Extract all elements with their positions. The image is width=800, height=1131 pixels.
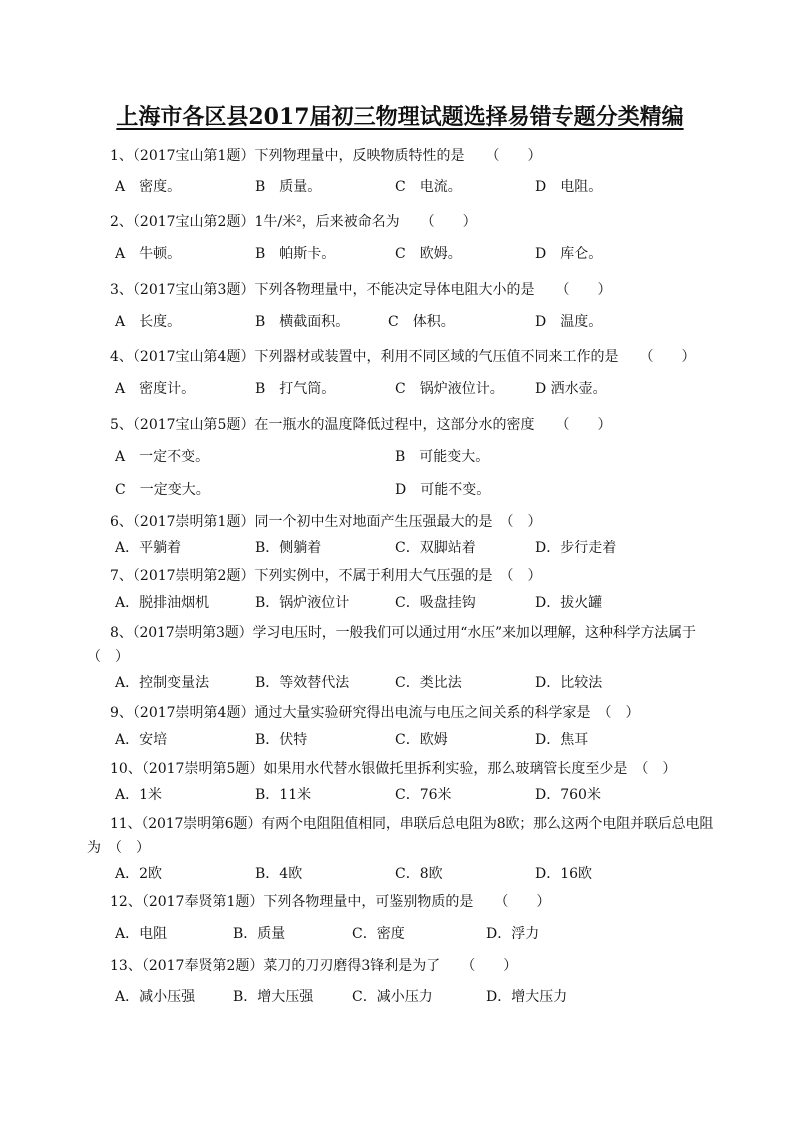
- question-12-stem: 12、（2017奉贤第1题）下列各物理量中，可鉴别物质的是 （ ）: [110, 894, 551, 910]
- q10-option-b: B．11米: [255, 787, 312, 803]
- q3-option-c: C 体积。: [388, 314, 455, 330]
- question-8-stem: 8、（2017崇明第3题）学习电压时，一般我们可以通过用“水压”来加以理解，这种科学方法属于: [110, 625, 696, 641]
- q6-option-b: B．侧躺着: [255, 540, 322, 556]
- q11-option-b: B．4欧: [255, 866, 303, 882]
- q4-option-d: D 洒水壶。: [535, 381, 607, 397]
- q2-option-d: D 库仑。: [535, 246, 603, 262]
- q4-option-a: A 密度计。: [115, 381, 196, 397]
- q12-option-c: C．密度: [352, 926, 405, 942]
- q3-option-b: B 横截面积。: [255, 314, 350, 330]
- question-9-stem: 9、（2017崇明第4题）通过大量实验研究得出电流与电压之间关系的科学家是 （ ）: [110, 705, 640, 721]
- q13-option-b: B．增大压强: [233, 989, 314, 1005]
- question-10-stem: 10、（2017崇明第5题）如果用水代替水银做托里拆利实验，那么玻璃管长度至少是 （ ）: [110, 761, 677, 777]
- q6-option-c: C．双脚站着: [395, 540, 476, 556]
- q9-option-c: C．欧姆: [395, 732, 448, 748]
- q7-option-b: B．锅炉液位计: [255, 595, 350, 611]
- q10-option-d: D．760米: [535, 787, 601, 803]
- q8-option-d: D．比较法: [535, 675, 603, 691]
- q9-option-a: A．安培: [115, 732, 168, 748]
- q9-option-d: D．焦耳: [535, 732, 589, 748]
- q8-option-b: B．等效替代法: [255, 675, 350, 691]
- q5-option-c: C 一定变大。: [115, 482, 210, 498]
- question-11-stem-wrap: 为 （ ）: [87, 840, 150, 856]
- q4-option-c: C 锅炉液位计。: [395, 381, 504, 397]
- question-8-stem-wrap: （ ）: [87, 649, 129, 665]
- q11-option-d: D．16欧: [535, 866, 593, 882]
- page-title: 上海市各区县2017届初三物理试题选择易错专题分类精编: [116, 104, 684, 130]
- q6-option-d: D．步行走着: [535, 540, 617, 556]
- q5-option-a: A 一定不变。: [115, 449, 210, 465]
- q4-option-b: B 打气筒。: [255, 381, 336, 397]
- q8-option-c: C．类比法: [395, 675, 462, 691]
- q3-option-a: A 长度。: [115, 314, 182, 330]
- question-11-stem: 11、（2017崇明第6题）有两个电阻阻值相同，串联后总电阻为8欧；那么这两个电阻并联后总电阻: [110, 816, 714, 832]
- q5-option-b: B 可能变大。: [395, 449, 490, 465]
- q2-option-a: A 牛顿。: [115, 246, 182, 262]
- q7-option-a: A．脱排油烟机: [115, 595, 210, 611]
- q2-option-c: C 欧姆。: [395, 246, 462, 262]
- q6-option-a: A．平躺着: [115, 540, 182, 556]
- q10-option-c: C．76米: [395, 787, 452, 803]
- question-5-stem: 5、（2017宝山第5题）在一瓶水的温度降低过程中，这部分水的密度 （ ）: [110, 417, 612, 433]
- q13-option-a: A．减小压强: [115, 989, 196, 1005]
- question-13-stem: 13、（2017奉贤第2题）菜刀的刀刃磨得3锋利是为了 （ ）: [110, 958, 518, 974]
- question-1-stem: 1、（2017宝山第1题）下列物理量中，反映物质特性的是 （ ）: [110, 148, 542, 164]
- q12-option-d: D．浮力: [486, 926, 540, 942]
- q13-option-d: D．增大压力: [486, 989, 568, 1005]
- q1-option-a: A 密度。: [115, 179, 182, 195]
- q1-option-c: C 电流。: [395, 179, 462, 195]
- question-6-stem: 6、（2017崇明第1题）同一个初中生对地面产生压强最大的是 （ ）: [110, 514, 542, 530]
- q2-option-b: B 帕斯卡。: [255, 246, 336, 262]
- q1-option-d: D 电阻。: [535, 179, 603, 195]
- q8-option-a: A．控制变量法: [115, 675, 210, 691]
- q11-option-a: A．2欧: [115, 866, 163, 882]
- q7-option-d: D．拔火罐: [535, 595, 603, 611]
- question-7-stem: 7、（2017崇明第2题）下列实例中，不属于利用大气压强的是 （ ）: [110, 568, 542, 584]
- q12-option-b: B．质量: [233, 926, 286, 942]
- question-3-stem: 3、（2017宝山第3题）下列各物理量中，不能决定导体电阻大小的是 （ ）: [110, 282, 612, 298]
- question-4-stem: 4、（2017宝山第4题）下列器材或装置中，利用不同区域的气压值不同来工作的是 （ ）: [110, 349, 696, 365]
- q1-option-b: B 质量。: [255, 179, 322, 195]
- q7-option-c: C．吸盘挂钩: [395, 595, 476, 611]
- q10-option-a: A．1米: [115, 787, 163, 803]
- q5-option-d: D 可能不变。: [395, 482, 491, 498]
- q12-option-a: A．电阻: [115, 926, 168, 942]
- q9-option-b: B．伏特: [255, 732, 308, 748]
- q13-option-c: C．减小压力: [352, 989, 433, 1005]
- q3-option-d: D 温度。: [535, 314, 603, 330]
- question-2-stem: 2、（2017宝山第2题）1牛/米²，后来被命名为 （ ）: [110, 214, 477, 230]
- q11-option-c: C．8欧: [395, 866, 443, 882]
